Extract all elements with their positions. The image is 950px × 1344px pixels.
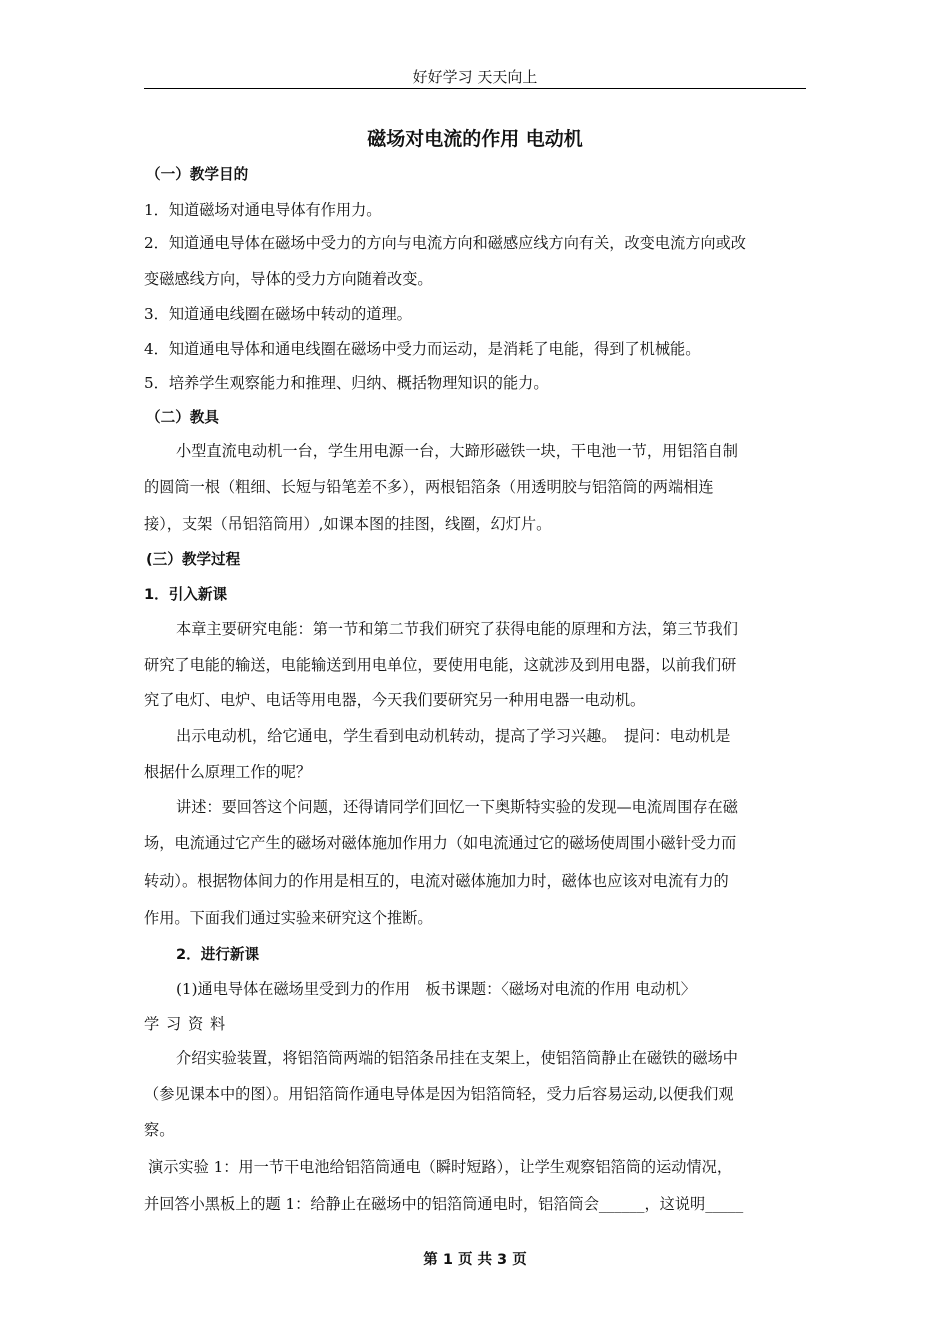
paragraph-line: 并回答小黑板上的题 1：给静止在磁场中的铝箔筒通电时，铝箔筒会______，这说明_____ <box>144 1195 744 1213</box>
header-text: 好好学习 天天向上 <box>412 68 538 86</box>
paragraph-line: 2．知道通电导体在磁场中受力的方向与电流方向和磁感应线方向有关，改变电流方向或改 <box>144 234 746 252</box>
paragraph-line: 小型直流电动机一台，学生用电源一台，大蹄形磁铁一块，干电池一节，用铝箔自制 <box>176 442 738 460</box>
subheading-intro: 1．引入新课 <box>144 586 228 603</box>
paragraph-line: 3．知道通电线圈在磁场中转动的道理。 <box>144 305 412 323</box>
document-title: 磁场对电流的作用 电动机 <box>367 128 583 150</box>
paragraph-line: 接），支架（吊铝箔筒用）,如课本图的挂图，线圈，幻灯片。 <box>144 515 552 533</box>
paragraph-line: 根据什么原理工作的呢？ <box>144 763 312 781</box>
paragraph-line: 介绍实验装置，将铝箔筒两端的铝箔条吊挂在支架上，使铝箔筒静止在磁铁的磁场中 <box>176 1049 738 1067</box>
paragraph-line: 1．知道磁场对通电导体有作用力。 <box>144 201 382 219</box>
section-heading-objectives: （一）教学目的 <box>146 166 249 183</box>
page-footer: 第 1 页 共 3 页 <box>423 1252 527 1268</box>
paragraph-line: 本章主要研究电能：第一节和第二节我们研究了获得电能的原理和方法，第三节我们 <box>176 620 738 638</box>
paragraph-line: 5．培养学生观察能力和推理、归纳、概括物理知识的能力。 <box>144 374 549 392</box>
study-material-label: 学 习 资 料 <box>144 1015 227 1033</box>
paragraph-line: 场，电流通过它产生的磁场对磁体施加作用力（如电流通过它的磁场使周围小磁针受力而 <box>144 834 737 852</box>
header-rule <box>144 88 806 89</box>
paragraph-line: 讲述：要回答这个问题，还得请同学们回忆一下奥斯特实验的发现—电流周围存在磁 <box>176 798 738 816</box>
paragraph-line: 演示实验 1：用一节干电池给铝箔筒通电（瞬时短路），让学生观察铝箔筒的运动情况， <box>148 1158 733 1176</box>
paragraph-line: 4．知道通电导体和通电线圈在磁场中受力而运动，是消耗了电能，得到了机械能。 <box>144 340 701 358</box>
section-heading-tools: （二）教具 <box>146 409 219 426</box>
paragraph-line: 究了电灯、电炉、电话等用电器，今天我们要研究另一种用电器一电动机。 <box>144 691 646 709</box>
paragraph-line: 察。 <box>144 1121 175 1139</box>
paragraph-line: （参见课本中的图）。用铝箔筒作通电导体是因为铝箔筒轻，受力后容易运动,以便我们观 <box>144 1085 734 1103</box>
subheading-new-lesson: 2．进行新课 <box>176 946 260 963</box>
paragraph-line: 转动）。根据物体间力的作用是相互的，电流对磁体施加力时，磁体也应该对电流有力的 <box>144 872 729 890</box>
paragraph-line: (1)通电导体在磁场里受到力的作用 板书课题：〈磁场对电流的作用 电动机〉 <box>176 980 696 998</box>
paragraph-line: 作用。下面我们通过实验来研究这个推断。 <box>144 909 433 927</box>
paragraph-line: 出示电动机，给它通电，学生看到电动机转动，提高了学习兴趣。 提问：电动机是 <box>176 727 731 745</box>
section-heading-process: (三）教学过程 <box>146 551 241 568</box>
paragraph-line: 的圆筒一根（粗细、长短与铅笔差不多），两根铝箔条（用透明胶与铝箔筒的两端相连 <box>144 478 714 496</box>
paragraph-line: 研究了电能的输送，电能输送到用电单位，要使用电能，这就涉及到用电器，以前我们研 <box>144 656 737 674</box>
paragraph-line: 变磁感线方向，导体的受力方向随着改变。 <box>144 270 433 288</box>
